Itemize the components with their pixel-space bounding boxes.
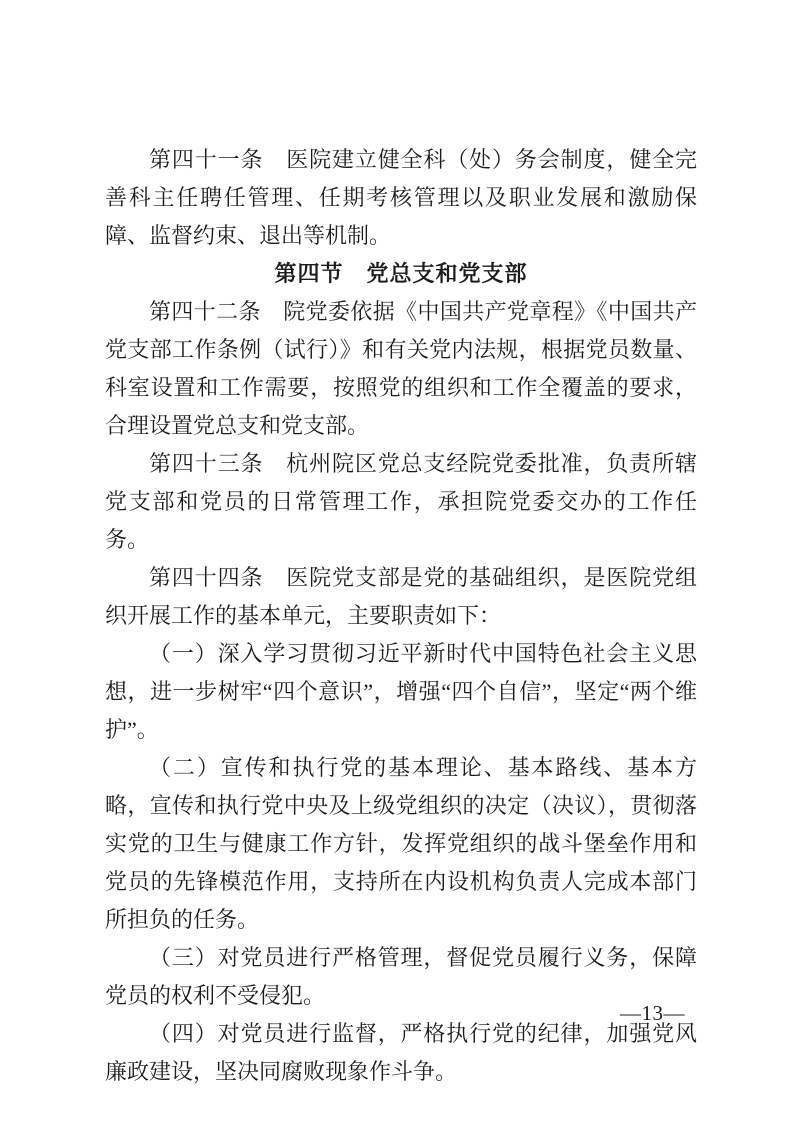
paragraph-duty-item-4: （四）对党员进行监督，严格执行党的纪律，加强党风廉政建设，坚决同腐败现象作斗争。 [105,1021,697,1084]
paragraph-duty-item-2: （二）宣传和执行党的基本理论、基本路线、基本方略，宣传和执行党中央及上级党组织的决定（决议），贯彻落实党的卫生与健康工作方针，发挥党组织的战斗堡垒作用和党员的先锋模范作用，支持所在内设机构负责人完成本部门所担负的任务。 [105,755,697,932]
document-text-block [105,141,697,1091]
paragraph-article-43: 第四十三条 杭州院区党总支经院党委批准，负责所辖党支部和党员的日常管理工作，承担院党委交办的工作任务。 [105,451,697,552]
paragraph-article-44: 第四十四条 医院党支部是党的基础组织，是医院党组织开展工作的基本单元，主要职责如下： [105,565,697,628]
section-heading: 第四节 党总支和党支部 [274,261,528,286]
paragraph-article-42: 第四十二条 院党委依据《中国共产党章程》《中国共产党支部工作条例（试行）》和有关党内法规，根据党员数量、科室设置和工作需要，按照党的组织和工作全覆盖的要求，合理设置党总支和党支部。 [105,299,697,438]
paragraph-article-41: 第四十一条 医院建立健全科（处）务会制度，健全完善科主任聘任管理、任期考核管理以及职业发展和激励保障、监督约束、退出等机制。 [105,147,697,248]
page-number: —13— [620,1001,685,1025]
paragraph-duty-item-3: （三）对党员进行严格管理，督促党员履行义务，保障党员的权利不受侵犯。 [105,945,697,1008]
paragraph-duty-item-1: （一）深入学习贯彻习近平新时代中国特色社会主义思想，进一步树牢“四个意识”，增强“四个自信”，坚定“两个维护”。 [105,641,697,742]
